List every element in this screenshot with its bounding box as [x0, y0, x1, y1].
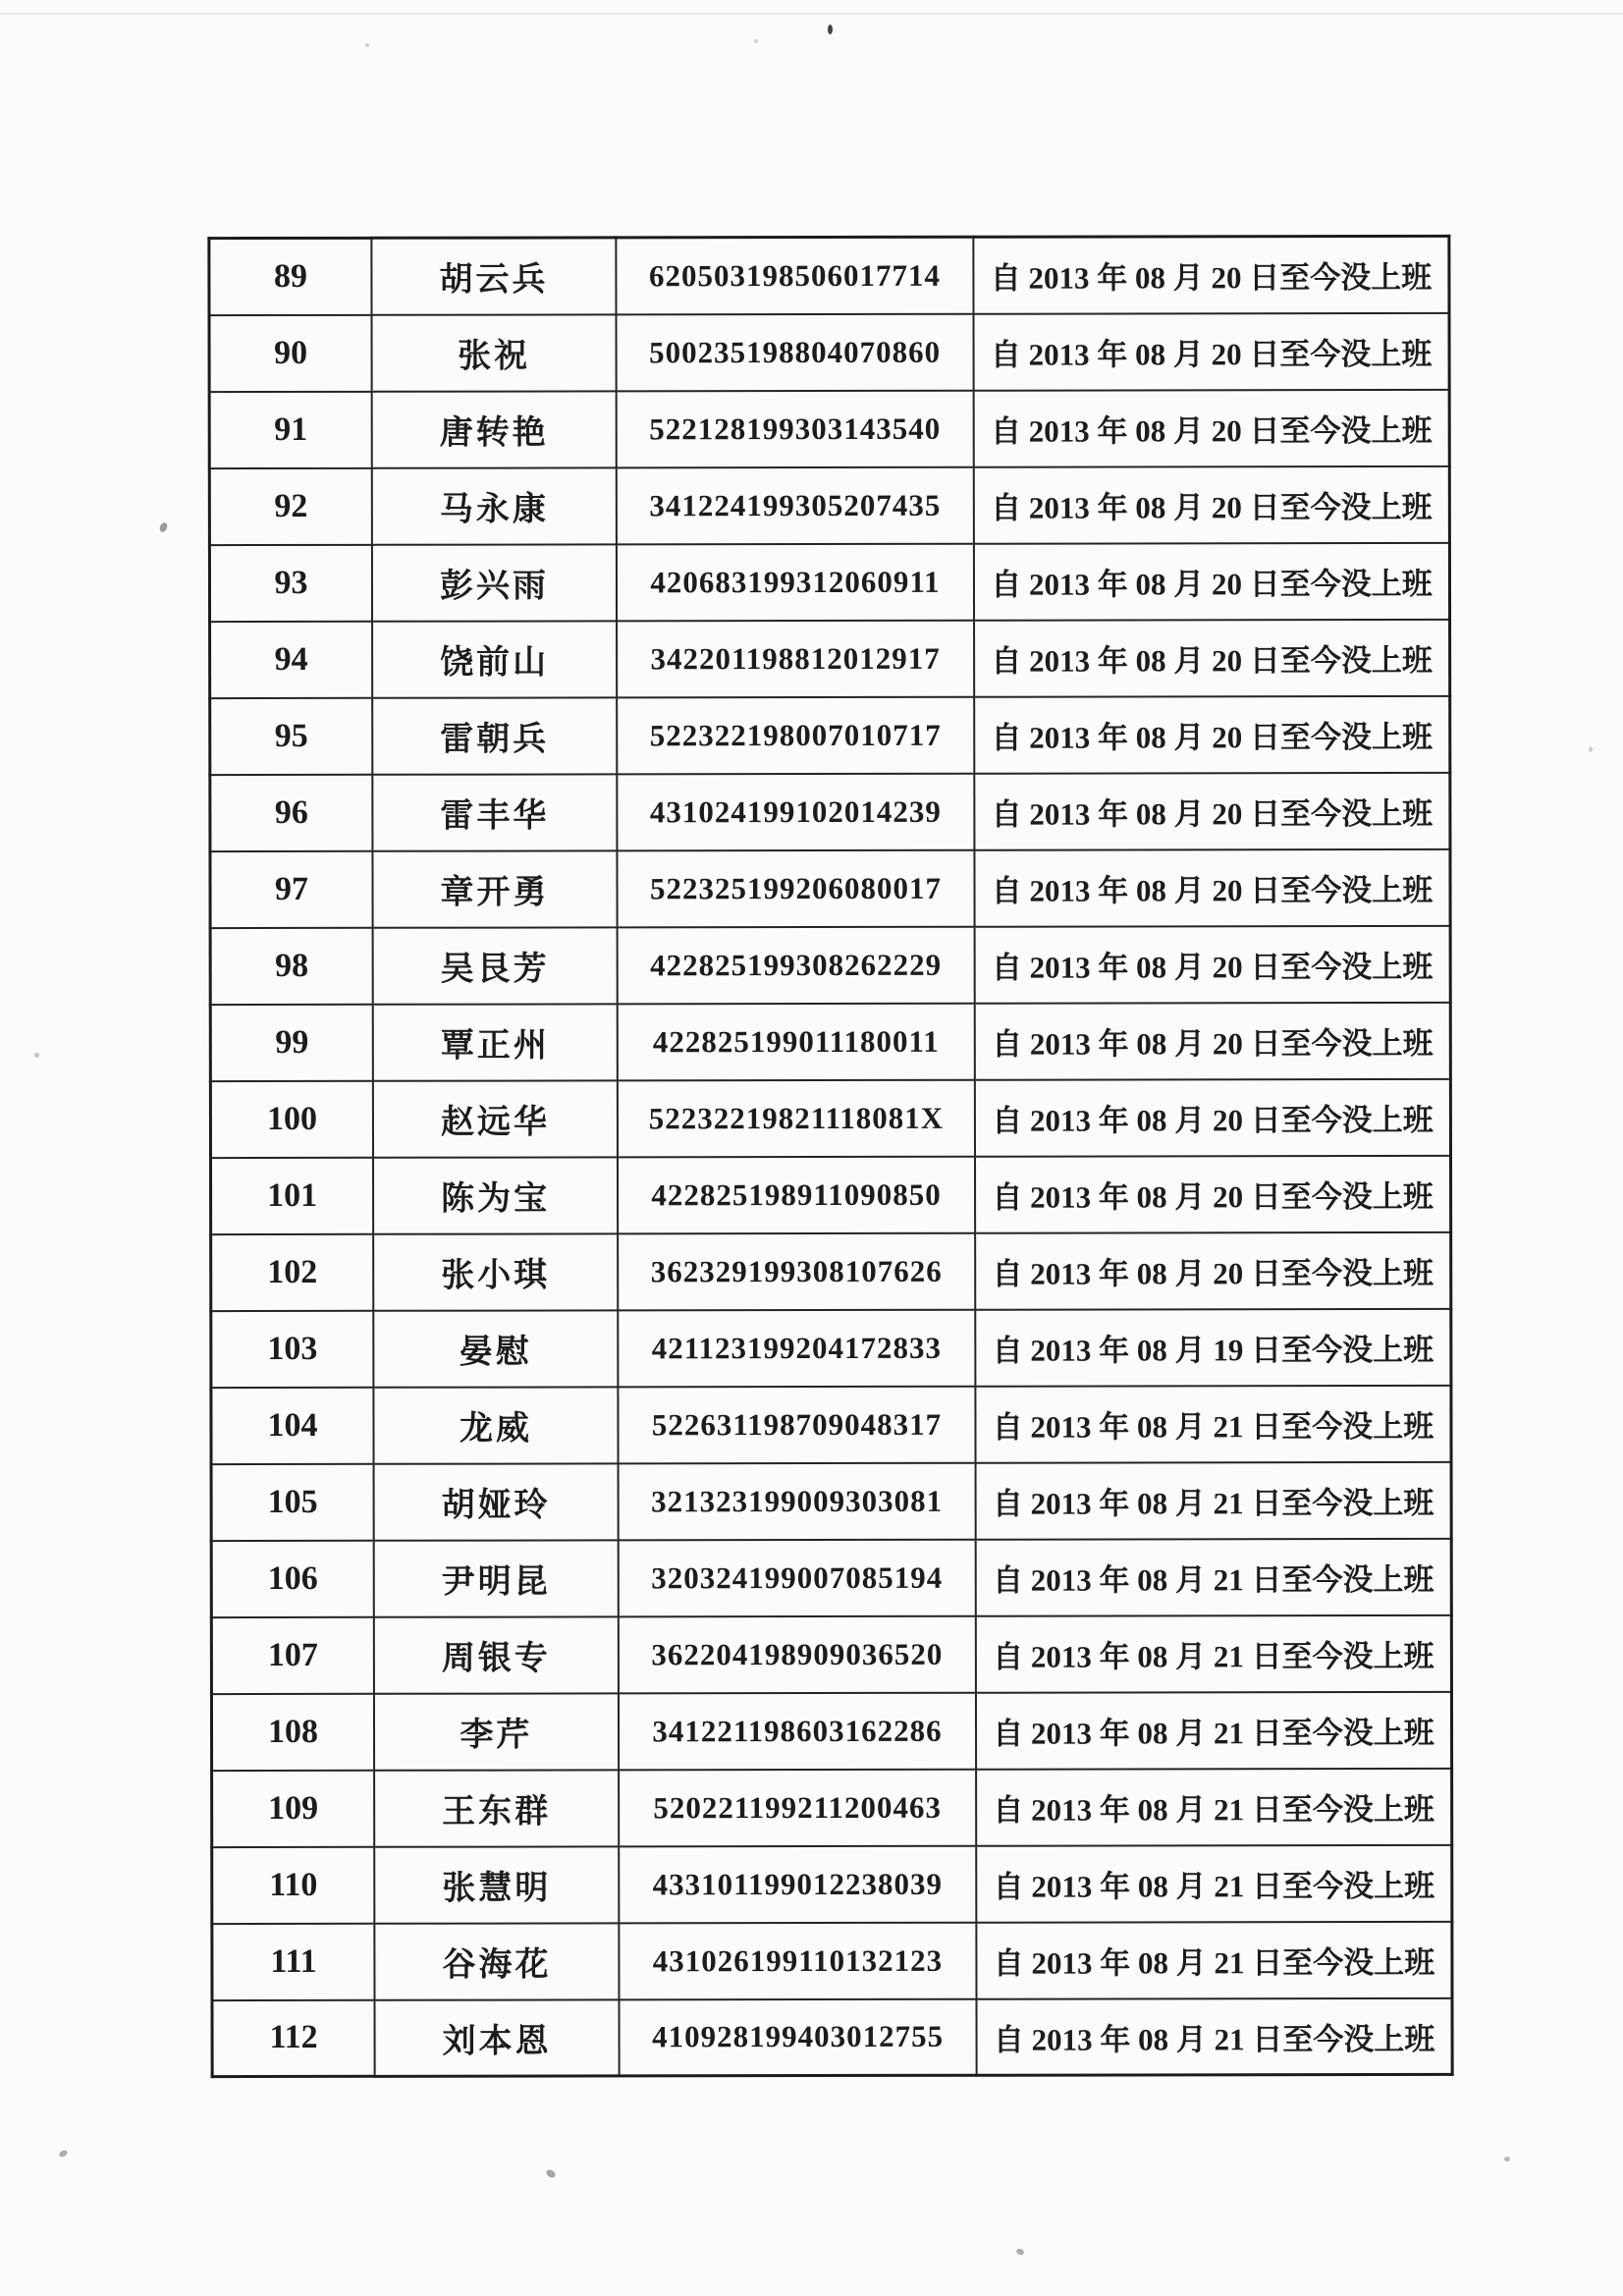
id-number: 422825199308262229 [618, 926, 975, 1004]
row-number: 94 [210, 621, 373, 697]
id-number: 410928199403012755 [619, 1998, 976, 2076]
absence-status: 自 2013 年 08 月 21 日至今没上班 [976, 1614, 1452, 1692]
row-number: 106 [211, 1540, 374, 1616]
scan-speck [828, 25, 833, 34]
id-number: 421123199204172833 [618, 1309, 975, 1387]
employee-name: 尹明昆 [374, 1540, 619, 1616]
employee-name: 彭兴雨 [372, 544, 617, 621]
absence-status: 自 2013 年 08 月 20 日至今没上班 [973, 236, 1449, 313]
absence-status: 自 2013 年 08 月 21 日至今没上班 [976, 1997, 1452, 2075]
employee-name: 饶前山 [372, 621, 617, 697]
id-number: 431024199102014239 [617, 773, 974, 850]
row-number: 100 [210, 1080, 373, 1157]
row-number: 98 [210, 927, 373, 1004]
row-number: 110 [212, 1846, 375, 1923]
employee-name: 马永康 [372, 467, 617, 544]
row-number: 101 [211, 1157, 374, 1233]
employee-name: 雷朝兵 [372, 697, 617, 774]
absence-status: 自 2013 年 08 月 20 日至今没上班 [975, 925, 1451, 1003]
table-row [210, 925, 1450, 1004]
records-table-body [209, 236, 1452, 2076]
id-number: 522325199206080017 [617, 849, 974, 927]
id-number: 433101199012238039 [619, 1845, 976, 1923]
absence-status: 自 2013 年 08 月 20 日至今没上班 [974, 695, 1450, 773]
table-row [209, 389, 1449, 467]
employee-name: 赵远华 [373, 1080, 618, 1157]
employee-name: 雷丰华 [372, 774, 617, 850]
row-number: 108 [211, 1693, 374, 1770]
id-number: 420683199312060911 [617, 543, 974, 621]
scan-speck [1589, 746, 1593, 752]
id-number: 500235198804070860 [617, 313, 974, 391]
employee-name: 章开勇 [372, 850, 617, 927]
table-row [211, 1614, 1451, 1693]
row-number: 96 [210, 774, 373, 850]
table-row [212, 1997, 1452, 2076]
row-number: 93 [209, 544, 372, 621]
id-number: 522128199303143540 [617, 390, 974, 467]
absence-status: 自 2013 年 08 月 20 日至今没上班 [974, 465, 1450, 543]
table-row [210, 1002, 1450, 1080]
absence-status: 自 2013 年 08 月 20 日至今没上班 [974, 848, 1450, 926]
absence-status: 自 2013 年 08 月 20 日至今没上班 [974, 542, 1450, 620]
absence-status: 自 2013 年 08 月 21 日至今没上班 [975, 1385, 1451, 1462]
employee-name: 唐转艳 [372, 391, 617, 467]
row-number: 90 [209, 314, 372, 391]
row-number: 95 [210, 697, 373, 774]
table-row [211, 1385, 1451, 1463]
id-number: 422825198911090850 [618, 1156, 975, 1233]
absence-status: 自 2013 年 08 月 20 日至今没上班 [975, 1002, 1451, 1079]
absence-status: 自 2013 年 08 月 21 日至今没上班 [976, 1461, 1452, 1539]
absence-status: 自 2013 年 08 月 20 日至今没上班 [975, 1155, 1451, 1232]
table-row [211, 1231, 1451, 1310]
scan-speck [365, 43, 369, 47]
id-number: 321323199009303081 [619, 1462, 976, 1540]
scan-speck [1504, 2157, 1510, 2161]
id-number: 422825199011180011 [618, 1003, 975, 1080]
row-number: 92 [209, 467, 372, 544]
table-row [210, 848, 1450, 927]
employee-name: 张小琪 [373, 1233, 618, 1310]
employee-name: 周银专 [374, 1616, 619, 1693]
id-number: 522631198709048317 [618, 1386, 975, 1463]
table-row [211, 1461, 1451, 1540]
table-row [209, 542, 1449, 621]
row-number: 104 [211, 1387, 374, 1463]
table-row [209, 312, 1449, 391]
absence-status: 自 2013 年 08 月 21 日至今没上班 [976, 1844, 1452, 1922]
absence-status: 自 2013 年 08 月 20 日至今没上班 [974, 312, 1450, 390]
id-number: 341221198603162286 [619, 1692, 976, 1770]
scan-speck [58, 2149, 69, 2159]
scan-edge-line [0, 13, 1623, 15]
row-number: 109 [212, 1770, 375, 1846]
row-number: 89 [209, 238, 372, 314]
employee-name: 覃正州 [373, 1004, 618, 1080]
row-number: 102 [211, 1233, 374, 1310]
absence-status: 自 2013 年 08 月 21 日至今没上班 [976, 1538, 1452, 1615]
table-row [211, 1538, 1451, 1616]
employee-name: 谷海花 [374, 1923, 619, 1999]
employee-name: 王东群 [374, 1770, 619, 1846]
table-row [210, 1078, 1450, 1157]
absence-status: 自 2013 年 08 月 20 日至今没上班 [974, 619, 1450, 696]
absence-status: 自 2013 年 08 月 20 日至今没上班 [975, 1231, 1451, 1309]
employee-name: 陈为宝 [373, 1157, 618, 1233]
scan-speck [34, 1053, 39, 1058]
employee-name: 胡娅玲 [374, 1463, 619, 1540]
table-row [212, 1921, 1452, 1999]
absence-status: 自 2013 年 08 月 19 日至今没上班 [975, 1308, 1451, 1386]
row-number: 107 [211, 1616, 374, 1693]
id-number: 431026199110132123 [619, 1922, 976, 1999]
scan-speck [1015, 2248, 1025, 2256]
id-number: 362204198909036520 [619, 1615, 976, 1693]
absence-status: 自 2013 年 08 月 20 日至今没上班 [975, 1078, 1451, 1156]
attendance-table [207, 235, 1453, 2078]
employee-name: 龙威 [373, 1387, 618, 1463]
table-row [210, 619, 1450, 697]
id-number: 520221199211200463 [619, 1769, 976, 1846]
row-number: 112 [212, 1999, 375, 2076]
row-number: 103 [211, 1310, 374, 1387]
table-row [211, 1691, 1451, 1770]
table-row [211, 1155, 1451, 1233]
employee-name: 李芹 [374, 1693, 619, 1770]
absence-status: 自 2013 年 08 月 21 日至今没上班 [976, 1691, 1452, 1769]
id-number: 52232219821118081X [618, 1079, 975, 1157]
id-number: 620503198506017714 [616, 237, 973, 314]
employee-name: 张慧明 [374, 1846, 619, 1923]
id-number: 362329199308107626 [618, 1232, 975, 1310]
id-number: 341224199305207435 [617, 466, 974, 544]
row-number: 111 [212, 1923, 375, 1999]
id-number: 522322198007010717 [617, 696, 974, 774]
row-number: 91 [209, 391, 372, 467]
employee-name: 胡云兵 [371, 238, 616, 314]
table-row [210, 772, 1450, 850]
table-row [211, 1308, 1451, 1387]
table-row [212, 1844, 1452, 1923]
table-row [212, 1768, 1452, 1846]
employee-name: 刘本恩 [374, 1999, 619, 2076]
row-number: 97 [210, 850, 373, 927]
absence-status: 自 2013 年 08 月 21 日至今没上班 [976, 1768, 1452, 1845]
table-row [209, 236, 1449, 314]
scan-speck [545, 2168, 557, 2179]
table-row [209, 465, 1449, 544]
absence-status: 自 2013 年 08 月 20 日至今没上班 [974, 389, 1450, 466]
employee-name: 吴艮芳 [373, 927, 618, 1004]
row-number: 99 [210, 1004, 373, 1080]
employee-name: 张祝 [372, 314, 617, 391]
row-number: 105 [211, 1463, 374, 1540]
id-number: 320324199007085194 [619, 1539, 976, 1616]
id-number: 342201198812012917 [617, 620, 974, 697]
table-row [210, 695, 1450, 774]
scan-speck [754, 39, 758, 43]
absence-status: 自 2013 年 08 月 21 日至今没上班 [976, 1921, 1452, 1998]
scan-speck [158, 521, 169, 533]
employee-name: 晏慰 [373, 1310, 618, 1387]
absence-status: 自 2013 年 08 月 20 日至今没上班 [974, 772, 1450, 849]
